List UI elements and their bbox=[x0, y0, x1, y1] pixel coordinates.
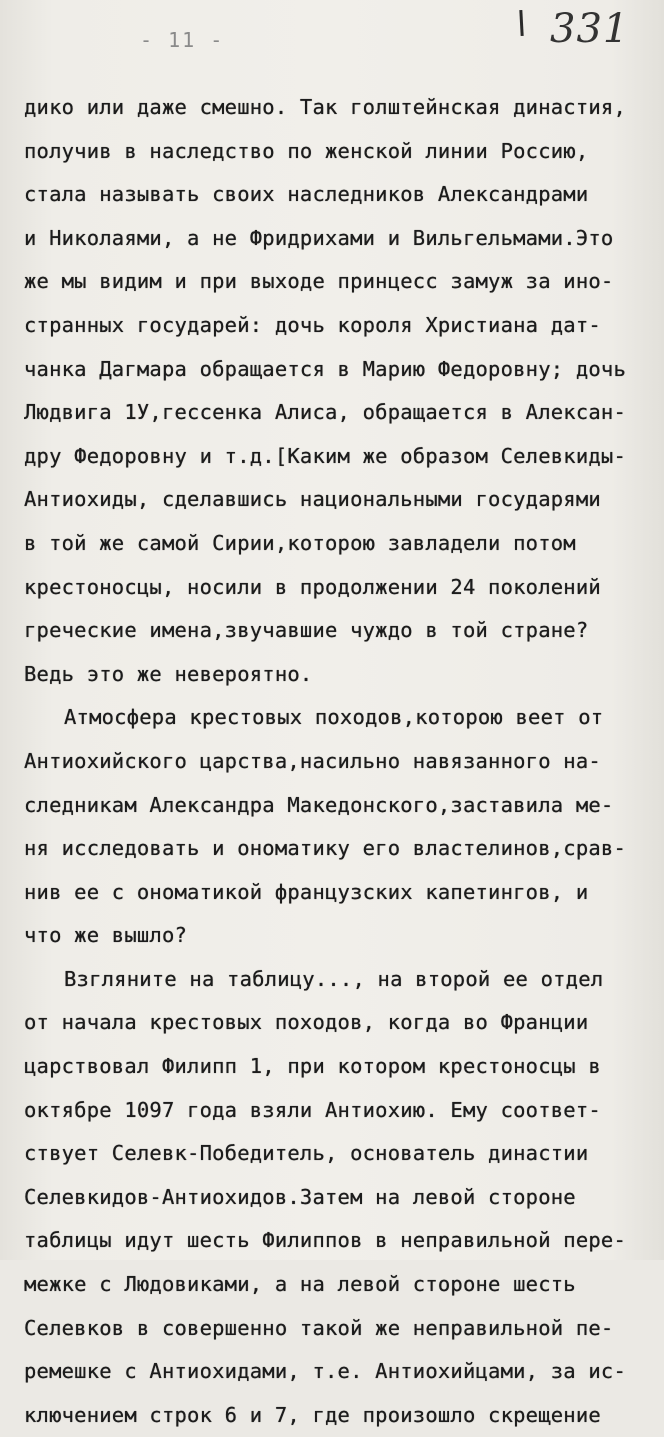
text-line: Атмосфера крестовых походов,которою веет от bbox=[64, 705, 604, 730]
text-line: получив в наследство по женской линии Россию, bbox=[24, 138, 589, 163]
text-line: Селевкидов-Антиохидов.Затем на левой стороне bbox=[24, 1184, 576, 1209]
text-line: Взгляните на таблицу..., на второй ее отдел bbox=[64, 966, 604, 991]
text-line: октябре 1097 года взяли Антиохию. Ему соответ- bbox=[24, 1097, 601, 1122]
text-line: Ведь это же невероятно. bbox=[24, 661, 313, 686]
text-line: ремешке с Антиохидами, т.е. Антиохийцами, за ис- bbox=[24, 1359, 627, 1384]
text-line: странных государей: дочь короля Христиана дат- bbox=[24, 312, 601, 337]
text-line: от начала крестовых походов, когда во Франции bbox=[24, 1010, 589, 1035]
text-line: Антиохиды, сделавшись национальными государями bbox=[24, 487, 601, 512]
text-line: чанка Дагмара обращается в Марию Федоровну; дочь bbox=[24, 356, 627, 381]
page-number: - 11 - bbox=[140, 28, 225, 52]
text-line: межке с Людовиками, а на левой стороне шесть bbox=[24, 1272, 576, 1297]
text-line: Селевков в совершенно такой же неправильной пе- bbox=[24, 1315, 614, 1340]
archive-tick-mark bbox=[519, 10, 523, 36]
text-line: ключением строк 6 и 7, где произошло скрещение bbox=[24, 1402, 601, 1427]
text-line: нив ее с ономатикой французских капетингов, и bbox=[24, 879, 589, 904]
text-line: ствует Селевк-Победитель, основатель династии bbox=[24, 1141, 589, 1166]
text-line: царствовал Филипп 1, при котором крестоносцы в bbox=[24, 1054, 601, 1079]
text-line: и Николаями, а не Фридрихами и Вильгельмами.Это bbox=[24, 225, 614, 250]
text-line: дико или даже смешно. Так голштейнская династия, bbox=[24, 95, 627, 119]
text-line: что же вышло? bbox=[24, 923, 188, 948]
text-line: следникам Александра Македонского,заставила ме- bbox=[24, 792, 614, 817]
text-line: Людвига 1У,гессенка Алиса, обращается в Алексан- bbox=[24, 400, 627, 425]
text-line: таблицы идут шесть Филиппов в неправильной пере- bbox=[24, 1228, 627, 1253]
body-text bbox=[24, 86, 660, 1437]
text-line: в той же самой Сирии,которою завладели потом bbox=[24, 530, 576, 555]
text-line: же мы видим и при выходе принцесс замуж за ино- bbox=[24, 269, 614, 294]
text-line: ня исследовать и ономатику его властелинов,срав- bbox=[24, 836, 627, 861]
text-line: Антиохийского царства,насильно навязанного на- bbox=[24, 748, 601, 773]
text-line: крестоносцы, носили в продолжении 24 поколений bbox=[24, 574, 601, 599]
text-line: дру Федоровну и т.д.[Каким же образом Селевкиды- bbox=[24, 443, 627, 468]
text-line: греческие имена,звучавшие чуждо в той стране? bbox=[24, 618, 589, 643]
archive-number: 331 bbox=[550, 6, 630, 52]
text-line: стала называть своих наследников Александрами bbox=[24, 182, 589, 207]
